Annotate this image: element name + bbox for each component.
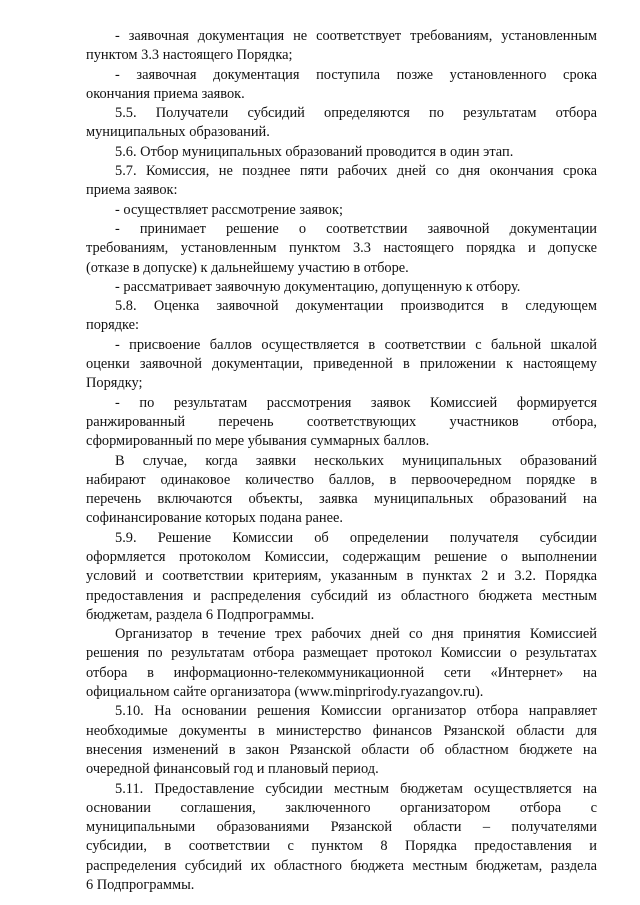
text-line: субсидии, в соответствии с пунктом 8 Порядка предоставления и (86, 838, 597, 854)
text-line: 5.7. Комиссия, не позднее пяти рабочих дней со дня окончания срока (115, 163, 597, 179)
text-line: Порядку; (86, 375, 143, 391)
text-line: окончания приема заявок. (86, 86, 245, 102)
text-line: 5.5. Получатели субсидий определяются по результатам отбора (115, 105, 597, 121)
text-line: необходимые документы в министерство финансов Рязанской области для (86, 723, 597, 739)
text-line: - по результатам рассмотрения заявок Комиссией формируется (115, 395, 597, 411)
text-line: муниципальными образованиями Рязанской области – получателями (86, 819, 597, 835)
text-line: 5.6. Отбор муниципальных образований проводится в один этап. (115, 144, 514, 160)
text-line: бюджетам, раздела 6 Подпрограммы. (86, 607, 315, 623)
text-line: требованиям, установленным пунктом 3.3 настоящего порядка и допуске (86, 240, 597, 256)
text-line: оценки заявочной документации, приведенной в приложении к настоящему (86, 356, 597, 372)
text-line: сформированный по мере убывания суммарных баллов. (86, 433, 430, 449)
text-line: набирают одинаковое количество баллов, в первоочередном порядке в (86, 472, 597, 488)
text-line: условий и соответствии критериям, указанным в пунктах 2 и 3.2. Порядка (86, 568, 597, 584)
text-line: (отказе в допуске) к дальнейшему участию в отборе. (86, 260, 409, 276)
text-line: 5.10. На основании решения Комиссии организатор отбора направляет (115, 703, 597, 719)
text-line: ранжированный перечень соответствующих участников отбора, (86, 414, 597, 430)
text-line: внесения изменений в закон Рязанской области об областном бюджете на (86, 742, 597, 758)
text-line: В случае, когда заявки нескольких муниципальных образований (115, 453, 597, 469)
text-line: софинансирование которых подана ранее. (86, 510, 344, 526)
text-line: - присвоение баллов осуществляется в соответствии с бальной шкалой (115, 337, 597, 353)
text-line: 6 Подпрограммы. (86, 877, 195, 893)
text-line: очередной финансовый год и плановый период. (86, 761, 379, 777)
text-line: - принимает решение о соответствии заявочной документации (115, 221, 597, 237)
text-line: основании соглашения, заключенного организатором отбора с (86, 800, 597, 816)
text-line: 5.9. Решение Комиссии об определении получателя субсидии (115, 530, 597, 546)
text-line: Организатор в течение трех рабочих дней со дня принятия Комиссией (115, 626, 597, 642)
text-line: 5.8. Оценка заявочной документации производится в следующем (115, 298, 597, 314)
text-line: оформляется протоколом Комиссии, содержащим решение о выполнении (86, 549, 597, 565)
text-line: - заявочная документация не соответствует требованиям, установленным (115, 28, 597, 44)
text-line: решения по результатам отбора размещает протокол Комиссии о результатах (86, 645, 597, 661)
text-line: официальном сайте организатора (www.minprirody.ryazangov.ru). (86, 684, 484, 700)
text-line: распределения субсидий их областного бюджета местным бюджетам, раздела (86, 858, 597, 874)
text-line: 5.11. Предоставление субсидии местным бюджетам осуществляется на (115, 781, 597, 797)
text-line: перечень включаются объекты, заявка муниципальных образований на (86, 491, 597, 507)
text-line: - рассматривает заявочную документацию, допущенную к отбору. (115, 279, 521, 295)
text-line: - осуществляет рассмотрение заявок; (115, 202, 343, 218)
text-line: - заявочная документация поступила позже установленного срока (115, 67, 597, 83)
text-line: порядке: (86, 317, 140, 333)
text-line: отбора в информационно-телекоммуникационной сети «Интернет» на (86, 665, 597, 681)
text-line: пунктом 3.3 настоящего Порядка; (86, 47, 293, 63)
text-line: приема заявок: (86, 182, 178, 198)
text-line: предоставления и распределения субсидий из областного бюджета местным (86, 588, 597, 604)
text-line: муниципальных образований. (86, 124, 270, 140)
